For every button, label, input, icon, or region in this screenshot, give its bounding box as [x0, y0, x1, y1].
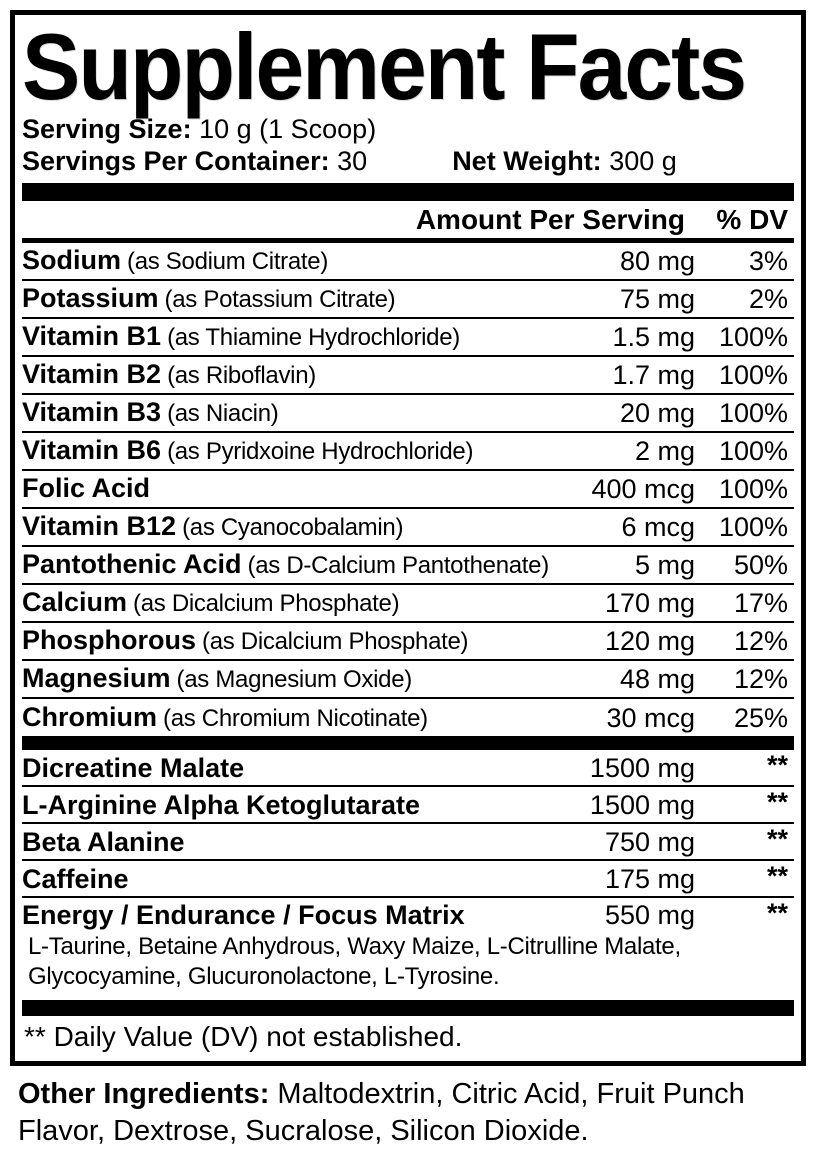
nutrient-amount: 400 mcg — [591, 474, 695, 504]
nutrient-dv: 3% — [748, 246, 788, 276]
nutrient-detail: (as Magnesium Oxide) — [176, 666, 412, 693]
divider-bar-thick — [22, 183, 794, 201]
table-column-header — [22, 201, 794, 243]
table-row — [22, 824, 794, 861]
nutrient-amount: 120 mg — [604, 626, 695, 656]
nutrient-name: Sodium — [22, 245, 121, 275]
table-row — [22, 861, 794, 898]
nutrient-detail: (as Niacin) — [167, 400, 279, 427]
active-dv: ** — [766, 750, 788, 780]
amount-per-serving-header: Amount Per Serving — [415, 203, 685, 235]
nutrient-dv: 100% — [718, 322, 788, 352]
table-row — [22, 433, 794, 471]
nutrient-amount: 6 mcg — [621, 512, 695, 542]
nutrient-name: Magnesium — [22, 663, 171, 693]
nutrient-amount: 5 mg — [634, 550, 695, 580]
nutrient-amount: 80 mg — [619, 246, 695, 276]
supplement-facts-panel — [10, 10, 806, 1066]
servings-per-container-label: Servings Per Container: — [22, 146, 330, 176]
nutrient-name: Folic Acid — [22, 473, 151, 503]
active-name: Caffeine — [22, 863, 129, 894]
dv-footnote: ** Daily Value (DV) not established. — [24, 1021, 463, 1052]
table-row — [22, 243, 794, 281]
nutrient-amount: 1.7 mg — [612, 360, 695, 390]
nutrient-detail: (as Cyanocobalamin) — [182, 514, 404, 541]
divider-bar-thick — [22, 736, 794, 750]
nutrient-amount: 48 mg — [619, 664, 695, 694]
active-name: Beta Alanine — [22, 826, 185, 857]
nutrient-name: Phosphorous — [22, 625, 196, 655]
serving-size-label: Serving Size: — [22, 114, 192, 144]
nutrient-dv: 100% — [718, 474, 788, 504]
divider-bar-thick — [22, 1000, 794, 1016]
table-row — [22, 699, 794, 736]
nutrient-dv: 2% — [748, 284, 788, 314]
nutrient-name: Pantothenic Acid — [22, 549, 242, 579]
net-weight-label: Net Weight: — [452, 146, 602, 176]
nutrient-detail: (as Pyridxoine Hydrochloride) — [167, 438, 474, 465]
nutrient-detail: (as D-Calcium Pantothenate) — [247, 552, 549, 579]
table-row — [22, 395, 794, 433]
nutrient-detail: (as Sodium Citrate) — [127, 248, 329, 275]
servings-net-weight-line — [22, 145, 794, 177]
nutrient-detail: (as Dicalcium Phosphate) — [133, 590, 400, 617]
table-row — [22, 281, 794, 319]
nutrient-dv: 50% — [733, 550, 788, 580]
active-amount: 1500 mg — [589, 789, 695, 820]
active-amount: 550 mg — [604, 900, 695, 930]
active-dv: ** — [766, 787, 788, 817]
nutrient-amount: 30 mcg — [606, 702, 695, 733]
table-row — [22, 319, 794, 357]
nutrient-dv: 100% — [718, 512, 788, 542]
nutrient-name: Vitamin B12 — [22, 511, 177, 541]
nutrient-dv: 100% — [718, 360, 788, 390]
nutrient-name: Chromium — [22, 701, 157, 732]
nutrient-dv: 100% — [718, 398, 788, 428]
table-row — [22, 357, 794, 395]
nutrient-name: Potassium — [22, 283, 159, 313]
net-weight-value: 300 g — [609, 146, 677, 176]
nutrient-name: Calcium — [22, 587, 128, 617]
nutrient-dv: 25% — [733, 702, 788, 733]
nutrient-name: Vitamin B3 — [22, 397, 162, 427]
nutrient-dv: 17% — [733, 588, 788, 618]
table-row — [22, 509, 794, 547]
other-ingredients-label: Other Ingredients: — [18, 1078, 270, 1110]
nutrient-detail: (as Riboflavin) — [167, 362, 316, 389]
active-amount: 175 mg — [604, 863, 695, 894]
table-row-matrix — [22, 898, 794, 1000]
nutrient-dv: 100% — [718, 436, 788, 466]
active-name: Dicreatine Malate — [22, 752, 245, 783]
active-dv: ** — [766, 861, 788, 891]
nutrient-amount: 75 mg — [619, 284, 695, 314]
nutrient-amount: 2 mg — [634, 436, 695, 466]
nutrient-detail: (as Chromium Nicotinate) — [163, 704, 428, 732]
matrix-ingredients: L-Taurine, Betaine Anhydrous, Waxy Maize, L-Citrulline Malate, Glycocyamine, Glucuronolactone, L-Tyrosine. — [28, 933, 681, 990]
nutrient-name: Vitamin B6 — [22, 435, 162, 465]
other-ingredients — [18, 1076, 802, 1150]
nutrients-section — [22, 243, 794, 736]
nutrient-amount: 1.5 mg — [612, 322, 695, 352]
nutrient-detail: (as Thiamine Hydrochloride) — [167, 324, 460, 351]
other-ingredients-value: Maltodextrin, Citric Acid, Fruit Punch Flavor, Dextrose, Sucralose, Silicon Dioxide. — [18, 1078, 745, 1147]
actives-section — [22, 750, 794, 1000]
table-row — [22, 661, 794, 699]
page-title: Supplement Facts — [22, 14, 746, 119]
nutrient-detail: (as Potassium Citrate) — [164, 286, 396, 313]
table-row — [22, 585, 794, 623]
active-dv: ** — [766, 898, 788, 928]
active-amount: 1500 mg — [589, 752, 695, 783]
table-row — [22, 547, 794, 585]
servings-per-container-value: 30 — [337, 146, 368, 176]
nutrient-dv: 12% — [733, 626, 788, 656]
active-name: Energy / Endurance / Focus Matrix — [22, 900, 465, 930]
nutrient-dv: 12% — [733, 664, 788, 694]
nutrient-name: Vitamin B2 — [22, 359, 162, 389]
table-row — [22, 787, 794, 824]
table-row — [22, 750, 794, 787]
nutrient-amount: 20 mg — [619, 398, 695, 428]
active-dv: ** — [766, 824, 788, 854]
active-name: L-Arginine Alpha Ketoglutarate — [22, 789, 421, 820]
nutrient-amount: 170 mg — [604, 588, 695, 618]
nutrient-detail: (as Dicalcium Phosphate) — [202, 628, 469, 655]
table-row — [22, 471, 794, 509]
active-amount: 750 mg — [604, 826, 695, 857]
table-row — [22, 623, 794, 661]
nutrient-name: Vitamin B1 — [22, 321, 162, 351]
serving-size-value: 10 g (1 Scoop) — [199, 114, 377, 144]
percent-dv-header: % DV — [716, 203, 788, 235]
